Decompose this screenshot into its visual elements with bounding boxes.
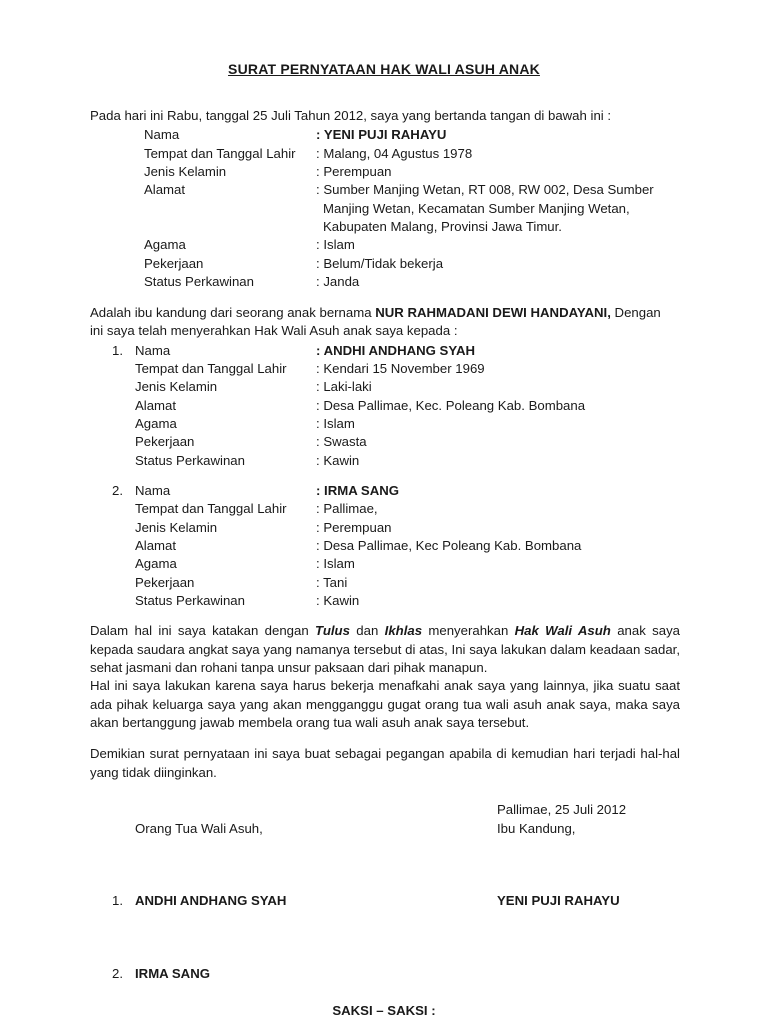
declarant-gender: : Perempuan	[316, 164, 392, 179]
g2-label-address: Alamat	[135, 538, 177, 553]
guardian-heading: Orang Tua Wali Asuh,	[135, 821, 263, 836]
g2-label-gender: Jenis Kelamin	[135, 520, 218, 535]
declarant-address-line-3: Kabupaten Malang, Provinsi Jawa Timur.	[323, 219, 562, 234]
guardian-1-gender: : Laki-laki	[316, 379, 372, 394]
statement-paragraph-1	[90, 622, 680, 678]
guardian-1-address: : Desa Pallimae, Kec. Poleang Kab. Bombana	[316, 398, 586, 413]
place-date: Pallimae, 25 Juli 2012	[497, 802, 627, 817]
g1-label-religion: Agama	[135, 416, 177, 431]
signer-1-number: 1.	[112, 893, 123, 908]
g1-label-gender: Jenis Kelamin	[135, 379, 218, 394]
guardian-2-birth: : Pallimae,	[316, 501, 378, 516]
declarant-name: : YENI PUJI RAHAYU	[316, 127, 447, 142]
g1-label-ttl: Tempat dan Tanggal Lahir	[135, 361, 287, 376]
child-paragraph-line-2: ini saya telah menyerahkan Hak Wali Asuh anak saya kepada :	[90, 323, 458, 338]
g2-label-job: Pekerjaan	[135, 575, 195, 590]
g1-label-nama: Nama	[135, 343, 171, 358]
signer-2-number: 2.	[112, 966, 123, 981]
guardian-2-marital: : Kawin	[316, 593, 360, 608]
label-gender: Jenis Kelamin	[144, 164, 227, 179]
guardian-1-religion: : Islam	[316, 416, 355, 431]
declarant-birth: : Malang, 04 Agustus 1978	[316, 146, 473, 161]
child-para-pre: Adalah ibu kandung dari seorang anak bernama	[90, 305, 376, 320]
declarant-address-line-1: : Sumber Manjing Wetan, RT 008, RW 002, Desa Sumber	[316, 182, 654, 197]
mother-signer-name: YENI PUJI RAHAYU	[497, 893, 620, 908]
g2-label-ttl: Tempat dan Tanggal Lahir	[135, 501, 287, 516]
label-marital: Status Perkawinan	[144, 274, 254, 289]
declarant-marital: : Janda	[316, 274, 360, 289]
guardian-2-job: : Tani	[316, 575, 348, 590]
child-name: NUR RAHMADANI DEWI HANDAYANI,	[375, 305, 611, 320]
label-religion: Agama	[144, 237, 186, 252]
witness-heading: SAKSI – SAKSI :	[332, 1003, 436, 1018]
guardian-1-marital: : Kawin	[316, 453, 360, 468]
g2-label-religion: Agama	[135, 556, 177, 571]
child-para-post: Dengan	[610, 305, 661, 320]
g1-label-address: Alamat	[135, 398, 177, 413]
guardian-1-number: 1.	[112, 343, 123, 358]
statement-p1-b: menyerahkan	[422, 623, 515, 638]
guardian-2-religion: : Islam	[316, 556, 355, 571]
closing-paragraph: Demikian surat pernyataan ini saya buat sebagai pegangan apabila di kemudian hari terjadi hal-hal yang tidak diinginkan.	[90, 746, 680, 780]
statement-dan: dan	[349, 623, 385, 638]
guardian-2-name: : IRMA SANG	[316, 483, 400, 498]
guardian-2-address: : Desa Pallimae, Kec Poleang Kab. Bombana	[316, 538, 582, 553]
declarant-religion: : Islam	[316, 237, 355, 252]
guardian-1-job: : Swasta	[316, 434, 367, 449]
guardian-2-number: 2.	[112, 483, 123, 498]
g2-label-nama: Nama	[135, 483, 171, 498]
statement-paragraph-2: Hal ini saya lakukan karena saya harus bekerja menafkahi anak saya yang lainnya, jika suatu saat ada pihak keluarga saya yang akan mengganggu gugat orang tua wali asuh anak saya, maka saya akan bertanggung jawab membela orang tua wali asuh anak saya tersebut.	[90, 678, 680, 730]
declarant-job: : Belum/Tidak bekerja	[316, 256, 444, 271]
statement-tulus: Tulus	[315, 623, 350, 638]
guardian-1-name: : ANDHI ANDHANG SYAH	[316, 343, 475, 358]
statement-p1-a: Dalam hal ini saya katakan dengan	[90, 623, 316, 638]
label-ttl: Tempat dan Tanggal Lahir	[144, 146, 296, 161]
label-address: Alamat	[144, 182, 186, 197]
signer-1-name: ANDHI ANDHANG SYAH	[135, 893, 287, 908]
declarant-address-line-2: Manjing Wetan, Kecamatan Sumber Manjing Wetan,	[323, 201, 630, 216]
guardian-2-gender: : Perempuan	[316, 520, 392, 535]
g1-label-marital: Status Perkawinan	[135, 453, 245, 468]
g1-label-job: Pekerjaan	[135, 434, 195, 449]
statement-ikhlas: Ikhlas	[384, 623, 423, 638]
document-title: SURAT PERNYATAAN HAK WALI ASUH ANAK	[228, 61, 540, 77]
child-paragraph-line-1	[90, 303, 661, 322]
statement-p1-c: anak saya kepada saudara angkat saya yang namanya tersebut di atas, Ini saya lakukan dalam keadaan sadar, sehat jasmani dan rohani tanpa unsur paksaan dari pihak manapun.	[90, 623, 681, 675]
g2-label-marital: Status Perkawinan	[135, 593, 245, 608]
opening-text: Pada hari ini Rabu, tanggal 25 Juli Tahun 2012, saya yang bertanda tangan di bawah ini :	[90, 108, 612, 123]
signer-2-name: IRMA SANG	[135, 966, 210, 981]
mother-heading: Ibu Kandung,	[497, 821, 576, 836]
label-nama: Nama	[144, 127, 180, 142]
label-job: Pekerjaan	[144, 256, 204, 271]
guardian-1-birth: : Kendari 15 November 1969	[316, 361, 485, 376]
statement-hak-wali-asuh: Hak Wali Asuh	[514, 623, 611, 638]
